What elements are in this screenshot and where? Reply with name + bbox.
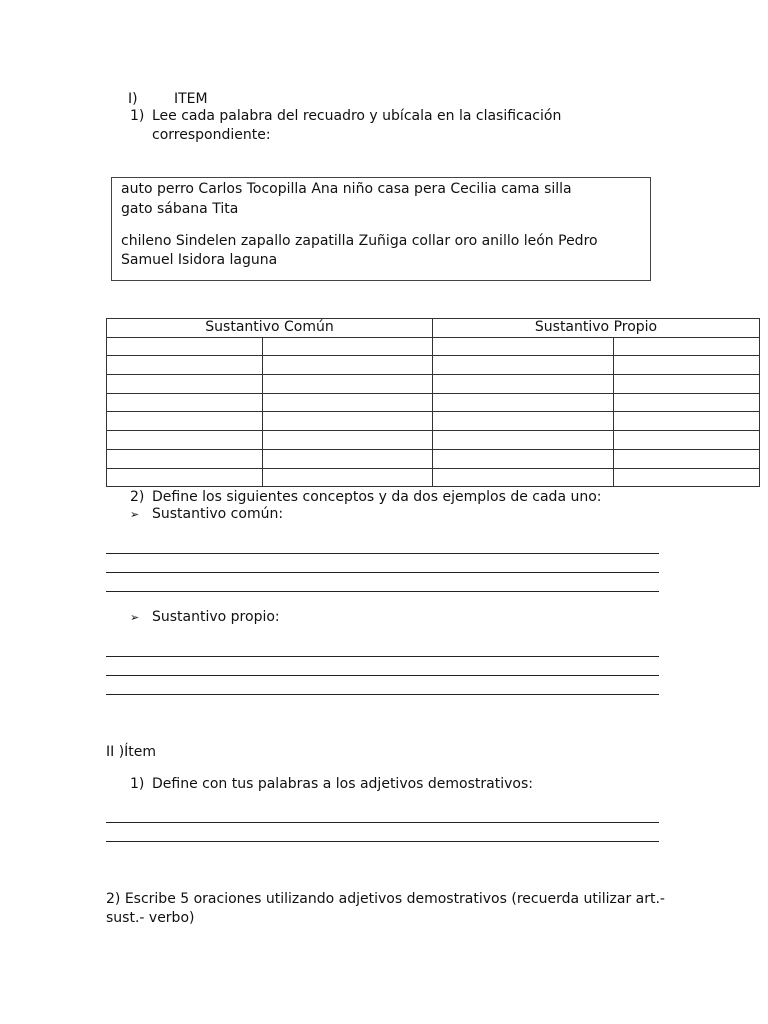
- table-cell[interactable]: [107, 375, 263, 394]
- table-cell[interactable]: [614, 356, 760, 375]
- table-row: [107, 356, 760, 375]
- section-1-number: I): [128, 91, 138, 107]
- bullet-common-noun: Sustantivo común:: [152, 506, 284, 522]
- table-cell[interactable]: [433, 412, 614, 431]
- answer-line[interactable]: [106, 675, 659, 676]
- arrow-bullet-icon: ➢: [130, 611, 140, 624]
- table-cell[interactable]: [433, 449, 614, 468]
- table-cell[interactable]: [614, 412, 760, 431]
- table-cell[interactable]: [614, 468, 760, 487]
- answer-line[interactable]: [106, 841, 659, 842]
- table-cell[interactable]: [614, 375, 760, 394]
- table-cell[interactable]: [263, 468, 433, 487]
- arrow-bullet-icon: ➢: [130, 508, 140, 521]
- table-cell[interactable]: [614, 431, 760, 450]
- table-row: [107, 412, 760, 431]
- table-cell[interactable]: [263, 393, 433, 412]
- table-row: [107, 449, 760, 468]
- answer-line[interactable]: [106, 656, 659, 657]
- section-1-title: ITEM: [174, 91, 208, 107]
- section-2-question-2-text-cont: sust.- verbo): [106, 910, 195, 926]
- table-cell[interactable]: [263, 412, 433, 431]
- table-cell[interactable]: [107, 468, 263, 487]
- word-box-line: gato sábana Tita: [121, 201, 239, 217]
- table-header-row: [107, 319, 760, 338]
- classification-table: [106, 318, 760, 487]
- table-row: [107, 431, 760, 450]
- question-1-number: 1): [130, 108, 145, 124]
- question-1-text: Lee cada palabra del recuadro y ubícala en la clasificación: [152, 108, 562, 124]
- question-2-text: Define los siguientes conceptos y da dos ejemplos de cada uno:: [152, 489, 602, 505]
- table-cell[interactable]: [433, 356, 614, 375]
- table-cell[interactable]: [107, 449, 263, 468]
- answer-line[interactable]: [106, 591, 659, 592]
- table-cell[interactable]: [614, 337, 760, 356]
- table-cell[interactable]: [433, 393, 614, 412]
- table-cell[interactable]: [614, 393, 760, 412]
- answer-line[interactable]: [106, 694, 659, 695]
- word-box-line: Samuel Isidora laguna: [121, 252, 278, 268]
- answer-line[interactable]: [106, 822, 659, 823]
- table-cell[interactable]: [263, 356, 433, 375]
- table-cell[interactable]: [107, 356, 263, 375]
- table-cell[interactable]: [107, 431, 263, 450]
- word-box-line: chileno Sindelen zapallo zapatilla Zuñiga collar oro anillo león Pedro: [121, 233, 598, 249]
- table-row: [107, 393, 760, 412]
- table-cell[interactable]: [433, 337, 614, 356]
- table-row: [107, 468, 760, 487]
- table-cell[interactable]: [107, 393, 263, 412]
- header-common-noun: Sustantivo Común: [107, 319, 433, 338]
- header-proper-noun: Sustantivo Propio: [433, 319, 760, 338]
- table-cell[interactable]: [433, 431, 614, 450]
- section-2-title: II )Ítem: [106, 744, 157, 760]
- table-cell[interactable]: [263, 375, 433, 394]
- table-cell[interactable]: [433, 468, 614, 487]
- bullet-proper-noun: Sustantivo propio:: [152, 609, 280, 625]
- section-2-question-2-text: 2) Escribe 5 oraciones utilizando adjetivos demostrativos (recuerda utilizar art.-: [106, 891, 665, 907]
- word-box-line: auto perro Carlos Tocopilla Ana niño casa pera Cecilia cama silla: [121, 181, 572, 197]
- table-cell[interactable]: [107, 337, 263, 356]
- table-cell[interactable]: [107, 412, 263, 431]
- question-2-number: 2): [130, 489, 145, 505]
- word-box: [111, 177, 651, 281]
- table-cell[interactable]: [433, 375, 614, 394]
- table-row: [107, 375, 760, 394]
- table-cell[interactable]: [263, 337, 433, 356]
- table-cell[interactable]: [614, 449, 760, 468]
- answer-line[interactable]: [106, 553, 659, 554]
- table-row: [107, 337, 760, 356]
- table-cell[interactable]: [263, 431, 433, 450]
- table-cell[interactable]: [263, 449, 433, 468]
- section-2-question-1-number: 1): [130, 776, 145, 792]
- answer-line[interactable]: [106, 572, 659, 573]
- question-1-text-cont: correspondiente:: [152, 127, 271, 143]
- section-2-question-1-text: Define con tus palabras a los adjetivos demostrativos:: [152, 776, 533, 792]
